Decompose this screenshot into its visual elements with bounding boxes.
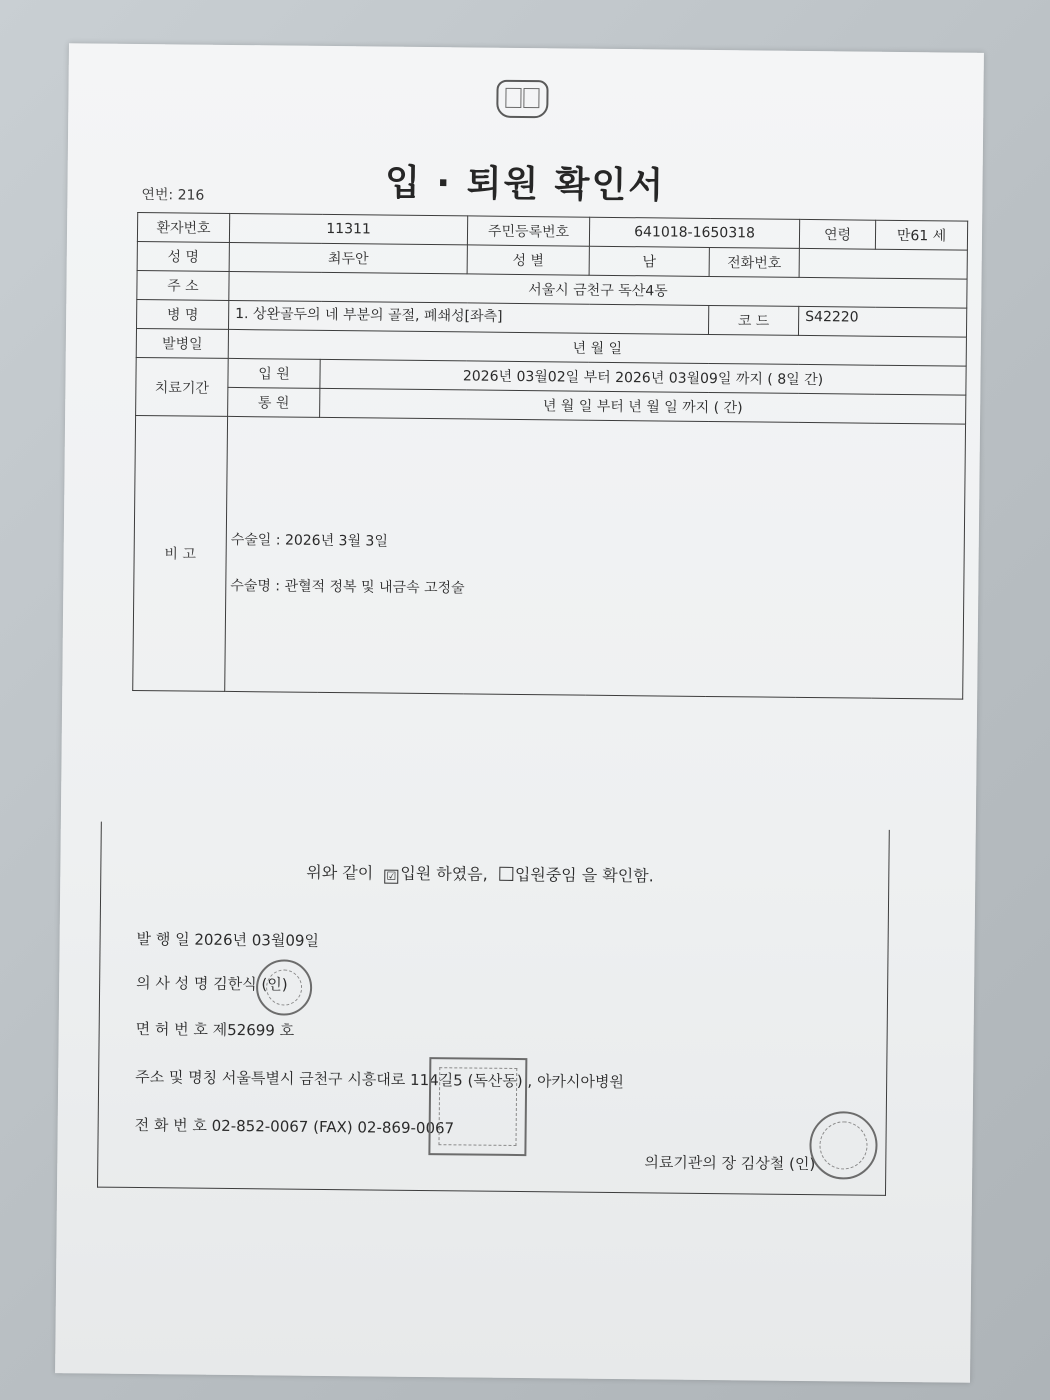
sex-label: 성 별 — [467, 245, 589, 275]
address-value: 서울시 금천구 독산4동 — [229, 271, 967, 308]
hospital-emblem-icon — [496, 80, 548, 119]
inpatient-option: 입원중임 — [514, 864, 577, 885]
remarks-label: 비 고 — [133, 415, 228, 691]
code-value: S42220 — [799, 306, 967, 337]
rrn-label: 주민등록번호 — [467, 216, 589, 246]
hospital-phone: 전 화 번 호 02-852-0067 (FAX) 02-869-0067 — [134, 1115, 455, 1138]
onset-label: 발병일 — [136, 328, 228, 358]
surgery-name: 수술명 : 관혈적 정복 및 내금속 고정술 — [230, 577, 465, 597]
patient-id-label: 환자번호 — [137, 212, 229, 242]
outpatient-period: 년 월 일 부터 년 월 일 까지 ( 간) — [320, 388, 966, 424]
diagnosis-label: 병 명 — [137, 299, 229, 329]
confirmation-section — [97, 822, 890, 1196]
code-label: 코 드 — [708, 305, 798, 335]
phone-value — [799, 248, 967, 279]
sex-value: 남 — [589, 246, 709, 276]
inpatient-checkbox[interactable] — [499, 867, 513, 881]
hospital-seal-icon — [428, 1057, 527, 1156]
inpatient-period: 2026년 03월02일 부터 2026년 03월09일 까지 ( 8일 간) — [320, 359, 966, 395]
name-label: 성 명 — [137, 241, 229, 271]
diagnosis-value: 1. 상완골두의 네 부분의 골절, 폐쇄성[좌측] — [229, 300, 709, 334]
certificate-paper — [55, 43, 984, 1383]
inpatient-label: 입 원 — [228, 358, 320, 388]
serial-number: 연번: 216 — [141, 187, 205, 204]
patient-id-value: 11311 — [229, 213, 467, 244]
phone-label: 전화번호 — [709, 247, 799, 277]
treatment-period-label: 치료기간 — [136, 357, 229, 416]
doctor-name: 의 사 성 명 김한식 (인) — [136, 974, 288, 994]
confirmation-prefix: 위와 같이 — [306, 862, 374, 883]
director-seal-icon — [809, 1111, 878, 1180]
onset-value: 년 월 일 — [228, 329, 966, 366]
admitted-option: 입원 하였음, — [400, 863, 488, 884]
hospital-head: 의료기관의 장 김상철 (인) — [644, 1153, 816, 1174]
admitted-checkbox[interactable]: ☑ — [384, 870, 398, 884]
confirmation-line — [306, 860, 654, 887]
age-value: 만61 세 — [875, 220, 967, 250]
patient-info-table — [132, 212, 968, 700]
doctor-seal-icon — [256, 959, 313, 1016]
license-number: 면 허 번 호 제52699 호 — [135, 1019, 295, 1040]
rrn-value: 641018-1650318 — [589, 217, 799, 248]
confirmation-suffix: 을 확인함. — [581, 865, 654, 886]
surgery-date: 수술일 : 2026년 3월 3일 — [230, 531, 388, 550]
outpatient-label: 통 원 — [228, 387, 320, 417]
remarks-content — [225, 416, 966, 699]
issue-date: 발 행 일 2026년 03월09일 — [136, 930, 320, 950]
hospital-address: 주소 및 명칭 서울특별시 금천구 시흥대로 114길5 (독산동) , 아카시아병원 — [135, 1067, 625, 1092]
age-label: 연령 — [799, 219, 875, 249]
name-value: 최두안 — [229, 242, 467, 273]
document-title: 입 · 퇴원 확인서 — [384, 162, 666, 207]
address-label: 주 소 — [137, 270, 229, 300]
